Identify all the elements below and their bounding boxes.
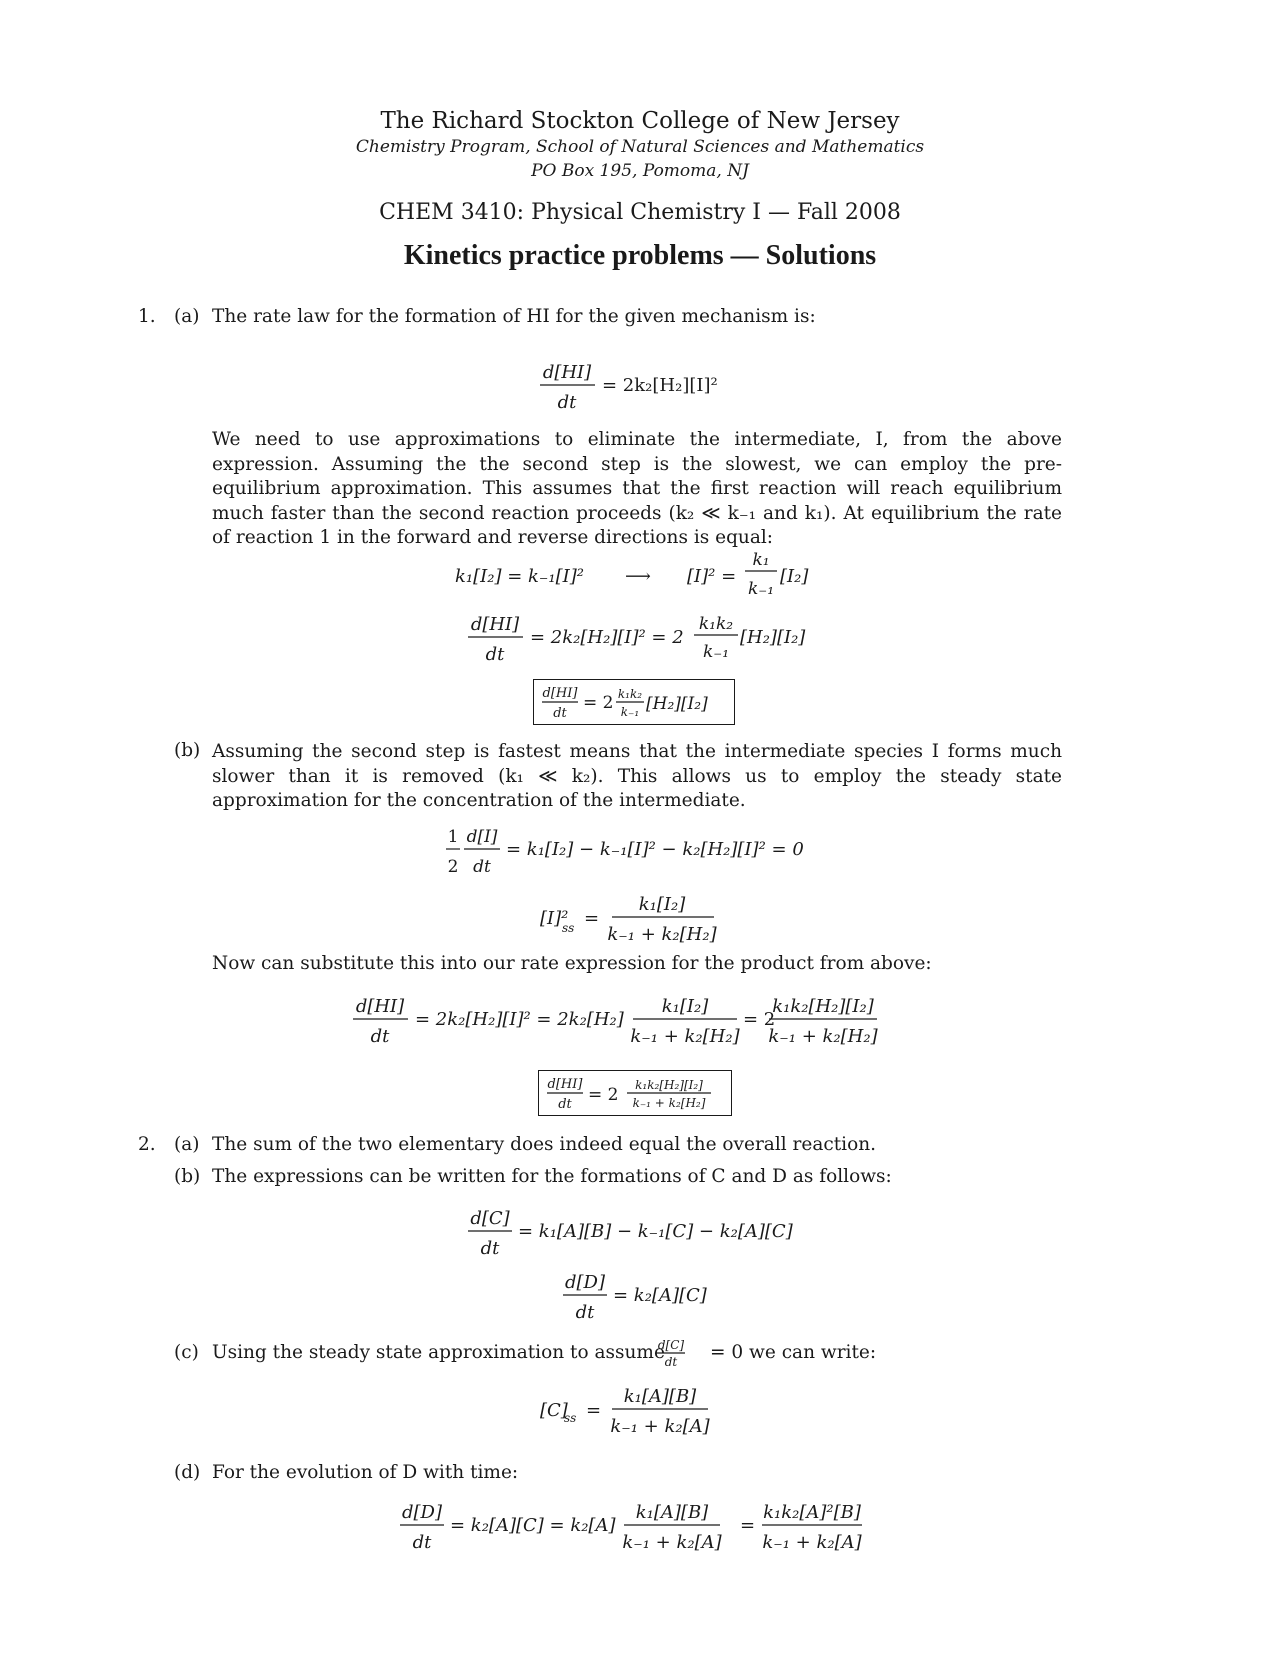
equation-term: k₋₁ + k₂[A] [610,1416,710,1437]
frac-den-km1: k₋₁ [747,579,775,599]
equation-term: dt [473,857,491,877]
equation-term: ss [564,1411,577,1425]
course-title: CHEM 3410: Physical Chemistry I — Fall 2008 [379,200,901,225]
equation-term: d[HI] [355,996,405,1017]
rate-law-equation [540,360,740,420]
equation-term: = [586,1400,602,1421]
problem-1-number: 1. [138,306,156,327]
equation-term: k₁k₂ [698,614,734,634]
equation-term: = 2 [743,1009,776,1030]
institution-name: The Richard Stockton College of New Jersey [380,108,900,134]
problem-2a-label: (a) [174,1134,200,1155]
eq-rhs: = 2k₂[H₂][I]² [602,375,718,396]
equation-term: k₋₁ [702,642,730,662]
problem-2d-text: For the evolution of D with time: [212,1462,519,1483]
arrow-symbol: ⟶ [625,566,651,587]
equation-term: [H₂][I₂] [646,694,708,714]
equation-term: k₁k₂ [617,687,643,701]
problem-2-number: 2. [138,1134,156,1155]
equation-term: = 2k₂[H₂][I]² = 2k₂[H₂] [415,1009,624,1030]
equation-term: = 2 [588,1085,619,1105]
eq-denominator: dt [557,392,577,413]
equation-term: = k₂[A][C] [613,1285,707,1306]
equation-term: d[D] [565,1272,605,1293]
problem-2c-label: (c) [174,1342,199,1363]
c-steady-state-equation [540,1382,740,1442]
program-name: Chemistry Program, School of Natural Sciences and Mathematics [355,137,925,157]
equation-term: 1 [447,827,459,847]
steady-state-equation [446,824,866,884]
equation-term: d[I] [466,827,498,847]
equation-term: k₁[A][B] [635,1502,709,1523]
equation-term: dt [558,1097,572,1112]
inline-dc-dt-fraction [657,1336,697,1372]
equation-term: k₁[I₂] [638,894,686,915]
equation-term: k₋₁ + k₂[H₂] [768,1026,878,1047]
equation-term: = [740,1515,756,1536]
equation-term: d[C] [470,1208,510,1229]
boxed-result-pre-equilibrium [533,679,735,725]
equation-term: = 2 [583,693,614,713]
equation-term: k₋₁ + k₂[H₂] [607,924,717,945]
equation-term: = 2k₂[H₂][I]² = 2 [530,627,684,648]
eq-I2: [I₂] [780,566,809,587]
equation-term: 2 [447,857,459,877]
d-evolution-equation [400,1500,880,1560]
equation-term: = k₁[I₂] − k₋₁[I]² − k₂[H₂][I]² = 0 [506,839,804,860]
equation-term: dt [485,644,505,665]
equation-term: [C] [540,1400,568,1421]
eq-pre-eq-left: k₁[I₂] = k₋₁[I]² [455,566,585,587]
problem-1a-label: (a) [174,306,200,327]
equation-term: dt [412,1532,432,1553]
eq-numerator: d[HI] [542,362,592,383]
frac-num-k1: k₁ [752,550,770,570]
equation-term: k₋₁ + k₂[A] [622,1532,722,1553]
problem-1a-intro: The rate law for the formation of HI for the given mechanism is: [212,306,816,327]
equation-term: d[HI] [542,686,578,701]
equation-term: dt [370,1026,390,1047]
equation-term: d[HI] [470,614,520,635]
eq-pre-eq-right-lhs: [I]² = [687,566,737,587]
page-title: Kinetics practice problems — Solutions [403,240,877,271]
equation-term: k₁[I₂] [661,996,709,1017]
equation-term: ss [562,921,575,935]
pre-equilibrium-equation [455,552,855,612]
problem-1b-substitution-text: Now can substitute this into our rate expression for the product from above: [212,953,932,974]
address: PO Box 195, Pomoma, NJ [531,161,749,181]
equation-term: dt [664,1355,678,1369]
equation-term: dt [553,706,567,721]
problem-2c-text-pre: Using the steady state approximation to assume [212,1342,665,1363]
equation-term: k₋₁ + k₂[H₂] [632,1096,706,1110]
equation-term: k₋₁ + k₂[H₂] [630,1026,740,1047]
equation-term: k₋₁ + k₂[A] [762,1532,862,1553]
problem-1b-paragraph: Assuming the second step is fastest means that the intermediate species I forms much slower than it is removed (k₁ ≪ k₂). This allows us to employ the steady state approximation for the concentration of the intermediate. [212,741,1062,811]
equation-term: = [584,908,600,929]
equation-term: k₁k₂[H₂][I₂] [772,996,874,1017]
equation-term: [H₂][I₂] [740,627,806,648]
boxed-result-steady-state [538,1070,732,1116]
problem-2a-text: The sum of the two elementary does indeed equal the overall reaction. [212,1134,877,1155]
equation-term: k₁k₂[H₂][I₂] [635,1078,703,1092]
equation-term: dt [575,1302,595,1323]
equation-term: k₋₁ [620,705,640,719]
equation-term: = k₂[A][C] = k₂[A] [450,1515,616,1536]
equation-term: dt [480,1238,500,1259]
equation-term: [I]² [540,908,569,929]
problem-2b-text: The expressions can be written for the formations of C and D as follows: [212,1166,892,1187]
problem-2b-label: (b) [174,1166,201,1187]
substituted-rate-equation [468,612,868,672]
intermediate-steady-state-equation [540,890,760,950]
problem-2d-label: (d) [174,1462,201,1483]
problem-1b-label: (b) [174,740,201,761]
problem-1a-paragraph: We need to use approximations to eliminate the intermediate, I, from the above expression. Assuming the the second step is the slowest, we can employ the pre-equilibrium approximation. This assumes that the first reaction will reach equilibrium much faster than the second reaction proceeds (k₂ ≪ k₋₁ and k₁). At equilibrium the rate of reaction 1 in the forward and reverse directions is equal: [212,429,1062,548]
equation-term: k₁k₂[A]²[B] [763,1502,861,1523]
long-rate-equation [353,994,923,1054]
equation-term: k₁[A][B] [623,1386,697,1407]
problem-2c-text-post: = 0 we can write: [710,1342,877,1363]
equation-term: d[HI] [547,1077,583,1092]
equation-term: d[C] [657,1338,685,1352]
rate-of-d-equation [563,1270,763,1330]
equation-term: = k₁[A][B] − k₋₁[C] − k₂[A][C] [518,1221,793,1242]
rate-of-c-equation [468,1206,848,1266]
equation-term: d[D] [402,1502,442,1523]
